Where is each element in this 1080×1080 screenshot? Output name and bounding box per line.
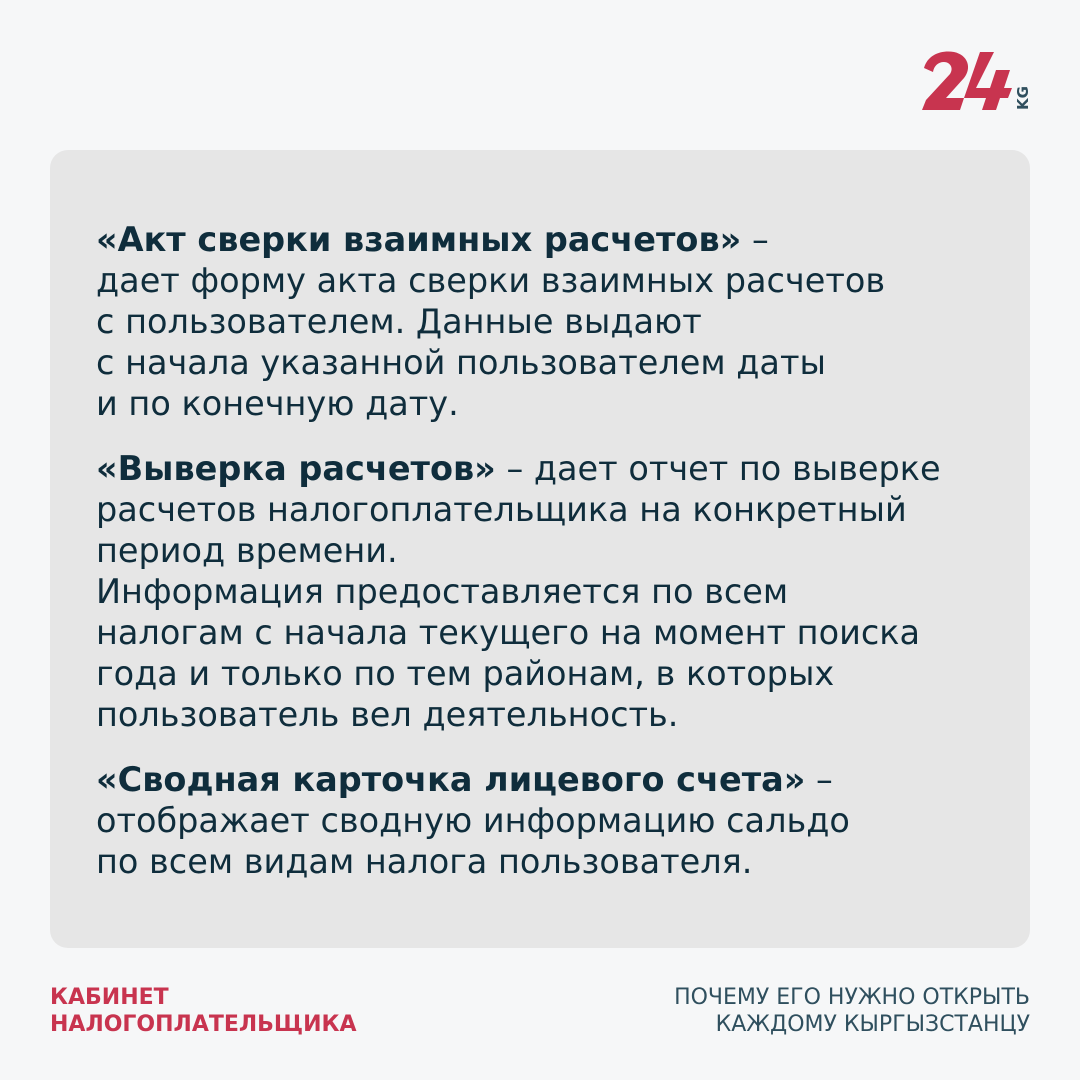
section-line: дает форму акта сверки взаимных расчетов [96,261,886,300]
brand-logo [920,48,1032,112]
footer-right-line: ПОЧЕМУ ЕГО НУЖНО ОТКРЫТЬ [674,985,1030,1010]
section-line: период времени. [96,531,398,570]
term-heading: «Выверка расчетов» [96,449,496,488]
footer-left-line: НАЛОГОПЛАТЕЛЬЩИКА [50,1012,357,1037]
term-dash: – [805,760,833,799]
term-dash: – дает отчет по выверке [495,449,941,488]
section-line: расчетов налогоплательщика на конкретный [96,490,907,529]
footer-left-caption [50,984,357,1038]
footer-left-line: КАБИНЕТ [50,985,169,1010]
section-line: пользователь вел деятельность. [96,695,679,734]
footer-right-line: КАЖДОМУ КЫРГЫЗСТАНЦУ [715,1012,1030,1037]
section-line: по всем видам налога пользователя. [96,842,753,881]
section-akt-sverki [96,219,996,424]
section-line: и по конечную дату. [96,384,459,423]
term-dash: – [741,220,769,259]
svg-text:KG: KG [1014,86,1032,110]
section-line: отображает сводную информацию сальдо [96,801,850,840]
section-svodnaya-kartochka [96,759,996,882]
footer-right-caption [674,984,1030,1038]
term-heading: «Акт сверки взаимных расчетов» [96,220,742,259]
section-line: года и только по тем районам, в которых [96,654,835,693]
term-heading: «Сводная карточка лицевого счета» [96,760,806,799]
section-line: налогам с начала текущего на момент поиска [96,613,921,652]
content-text [96,219,996,882]
section-line: Информация предоставляется по всем [96,572,789,611]
section-line: с пользователем. Данные выдают [96,302,702,341]
section-vyverka [96,448,996,735]
section-line: с начала указанной пользователем даты [96,343,826,382]
